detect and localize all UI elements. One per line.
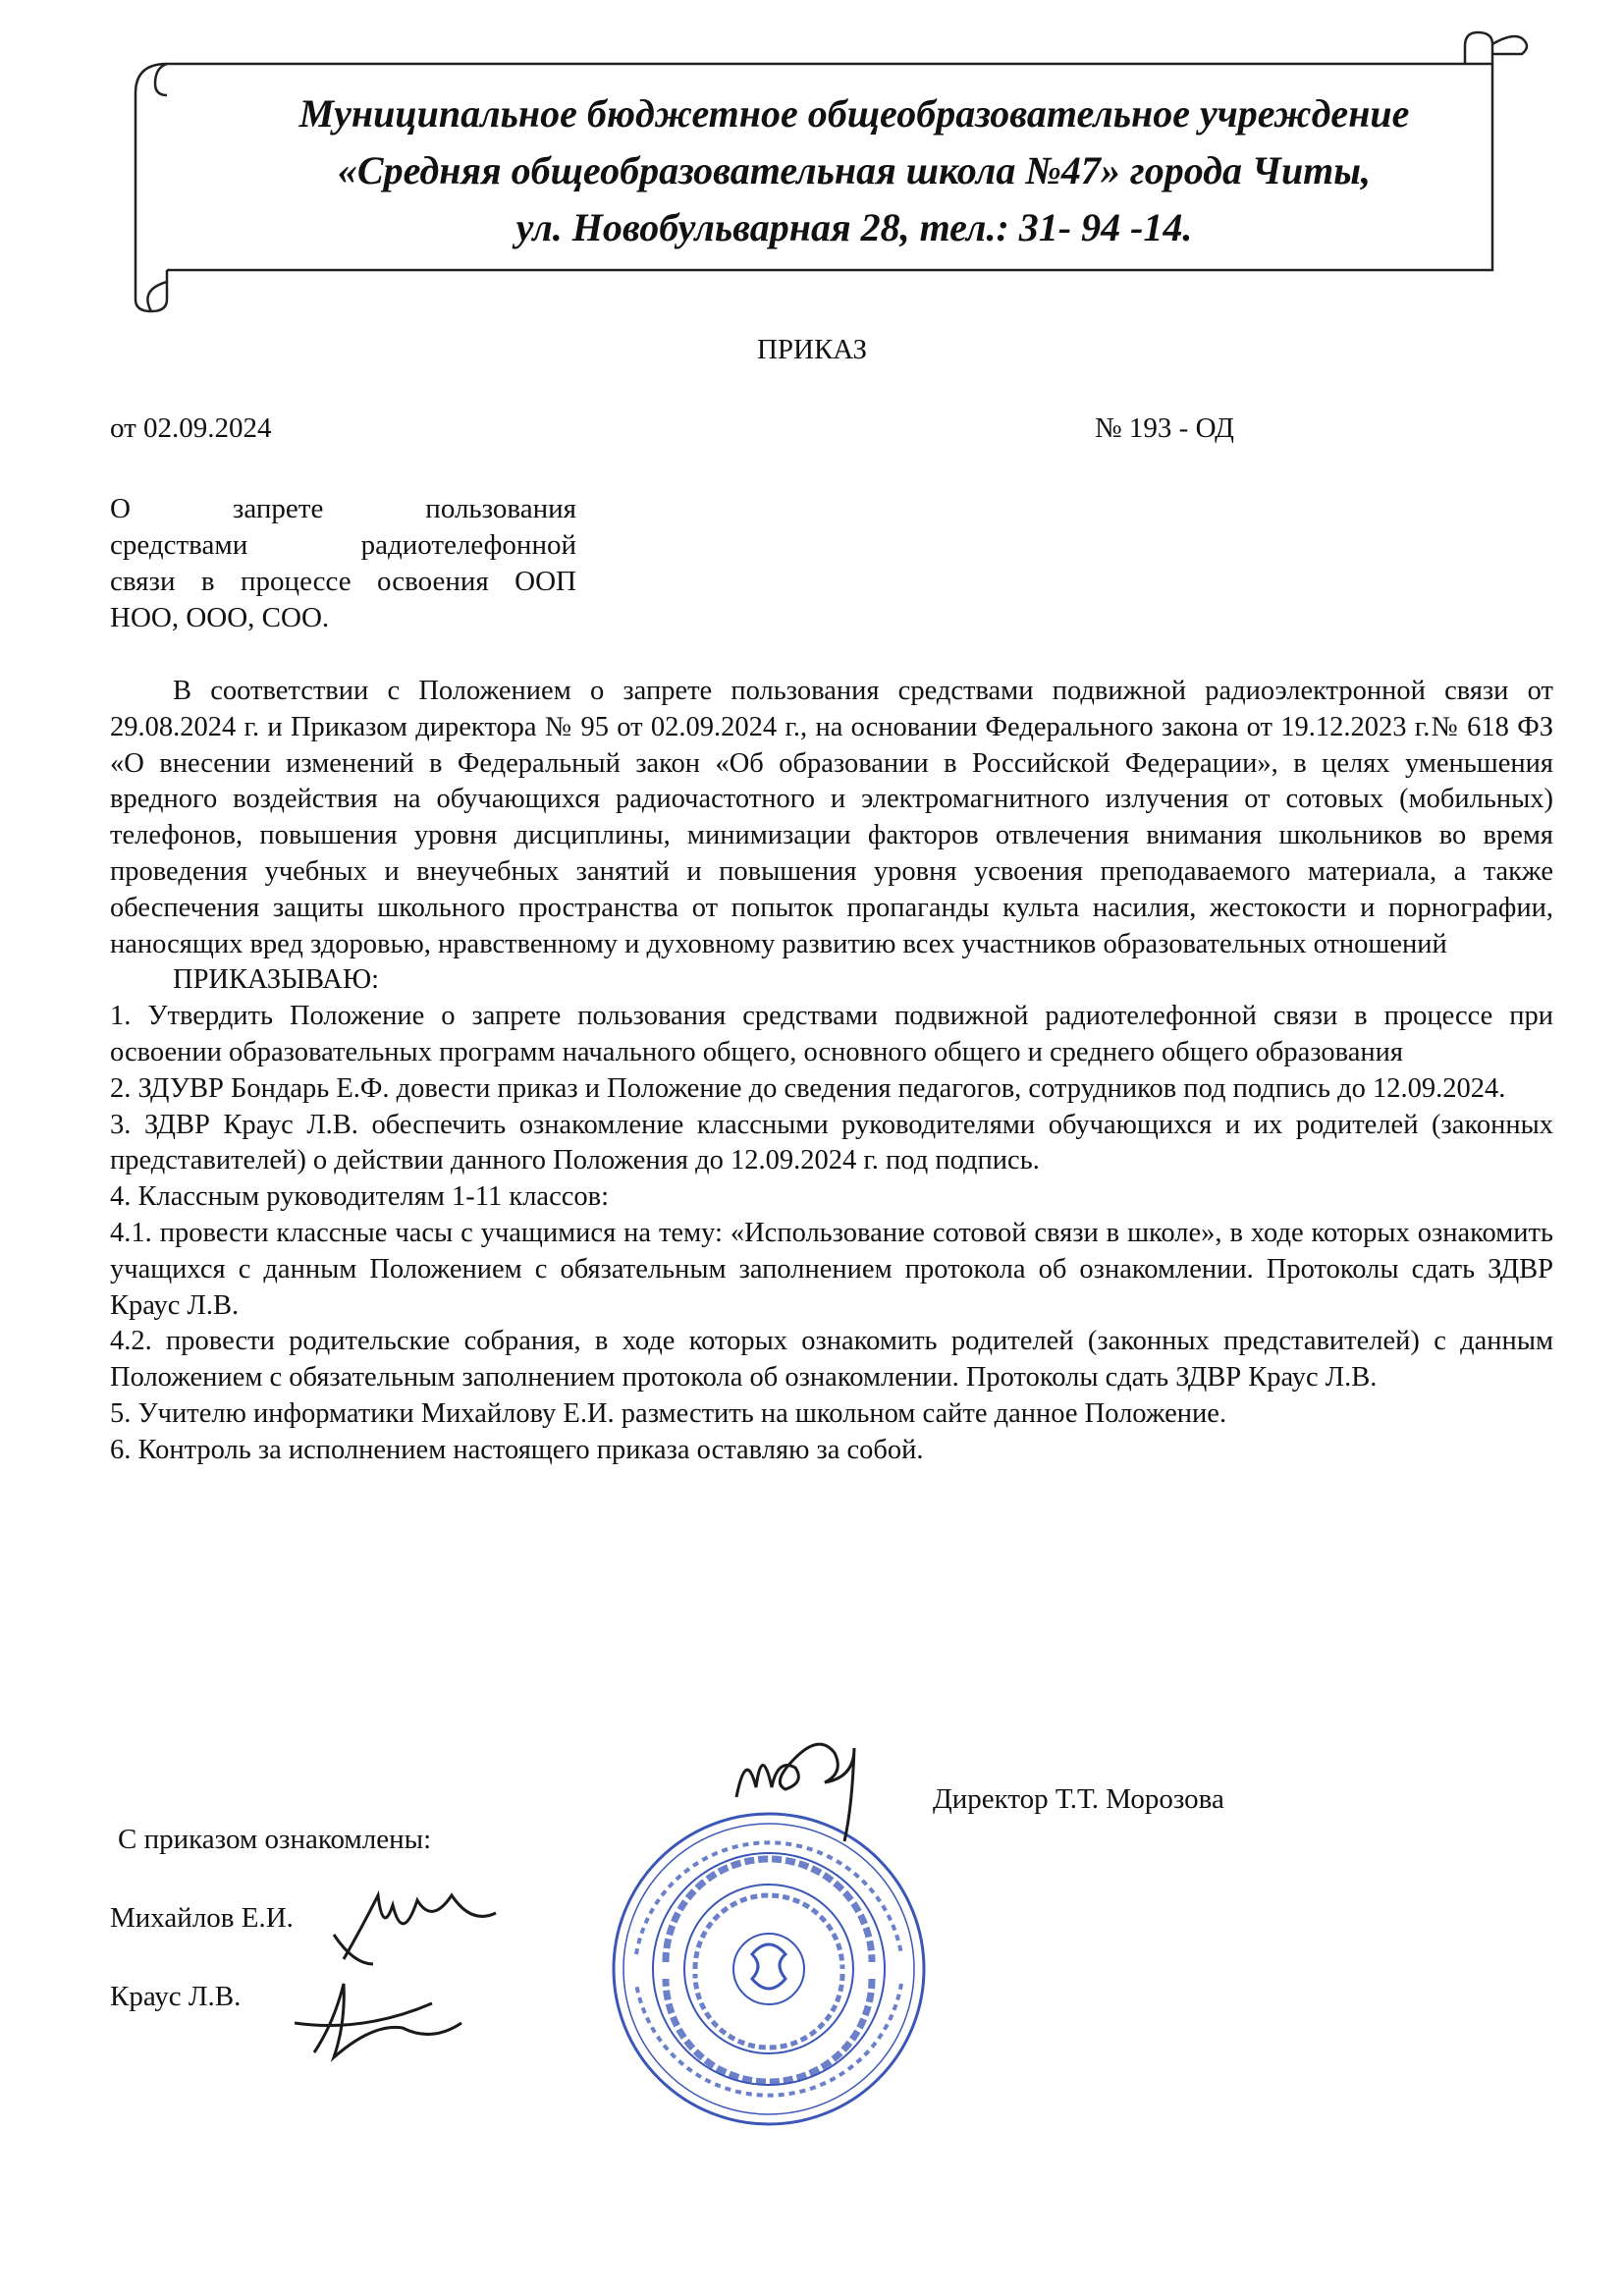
order-item: 5. Учителю информатики Михайлову Е.И. разместить на школьном сайте данное Положение. <box>110 1397 1227 1429</box>
header-line-1: Муниципальное бюджетное общеобразовательное учреждение <box>298 91 1410 136</box>
order-item: 6. Контроль за исполнением настоящего приказа оставляю за собой. <box>110 1434 924 1465</box>
order-item: 4. Классным руководителям 1-11 классов: <box>110 1181 610 1213</box>
signature-mikhailov-icon <box>324 1866 520 1974</box>
subject-line: НОО, ООО, СОО. <box>110 602 330 633</box>
subject-line: О запрете пользования <box>110 493 576 524</box>
document-body <box>110 674 1553 1469</box>
document-number: № 193 - ОД <box>1095 412 1234 444</box>
preamble-paragraph: В соответствии с Положением о запрете пользования средствами подвижной радиоэлектронной связи от 29.08.2024 г. и Приказом директора № 95 от 02.09.2024 г., на основании Федерального закона от 19.12.2023 г.№ 618 ФЗ «О внесении изменений в Федеральный закон «Об образовании в Российской Федерации», в целях уменьшения вредного воздействия на обучающихся радиочастотного и электромагнитного излучения от сотовых (мобильных) телефонов, повышения уровня дисциплины, минимизации факторов отвлечения внимания школьников во время проведения учебных и внеучебных занятий и повышения уровня усвоения преподаваемого материала, а также обеспечения защиты школьного пространства от попыток пропаганды культа насилия, жестокости и порнографии, наносящих вред здоровью, нравственному и духовному развитию всех участников образовательных отношений <box>110 676 1553 959</box>
document-title: ПРИКАЗ <box>756 334 868 365</box>
acknowledged-label: С приказом ознакомлены: <box>118 1824 432 1855</box>
order-item: 4.2. провести родительские собрания, в ходе которых ознакомить родителей (законных представителей) с данным Положением с обязательным заполнением протокола об ознакомлении. Протоколы сдать ЗДВР Краус Л.В. <box>110 1326 1553 1394</box>
document-subject <box>110 491 576 636</box>
order-item: 2. ЗДУВР Бондарь Е.Ф. довести приказ и Положение до сведения педагогов, сотрудников под подпись до 12.09.2024. <box>110 1072 1506 1104</box>
order-word: ПРИКАЗЫВАЮ: <box>173 964 380 996</box>
order-item: 1. Утвердить Положение о запрете пользования средствами подвижной радиотелефонной связи в процессе при освоении образовательных программ начального общего, основного общего и среднего общего образования <box>110 1001 1553 1067</box>
order-item: 3. ЗДВР Краус Л.В. обеспечить ознакомление классными руководителями обучающихся и их родителей (законных представителей) о действии данного Положения до 12.09.2024 г. под подпись. <box>110 1109 1553 1176</box>
acknowledged-name: Михайлов Е.И. <box>110 1902 294 1934</box>
document-date: от 02.09.2024 <box>110 412 272 444</box>
order-item: 4.1. провести классные часы с учащимися на тему: «Использование сотовой связи в школе», в ходе которых ознакомить учащихся с данным Положением с обязательным заполнением протокола об ознакомлении. Протоколы сдать ЗДВР Краус Л.В. <box>110 1217 1553 1321</box>
official-stamp-icon <box>607 1807 931 2131</box>
header-text <box>206 85 1502 256</box>
acknowledged-name: Краус Л.В. <box>110 1981 242 2012</box>
header-line-3: ул. Новобульварная 28, тел.: 31- 94 -14. <box>515 205 1193 249</box>
director-name: Директор Т.Т. Морозова <box>933 1783 1224 1815</box>
header-banner <box>128 25 1542 319</box>
header-line-2: «Средняя общеобразовательная школа №47» города Читы, <box>337 148 1372 192</box>
signature-kraus-icon <box>285 1964 511 2072</box>
subject-line: связи в процессе освоения ООП <box>110 566 576 597</box>
director-signature-icon <box>727 1728 884 1846</box>
subject-line: средствами радиотелефонной <box>110 529 576 561</box>
